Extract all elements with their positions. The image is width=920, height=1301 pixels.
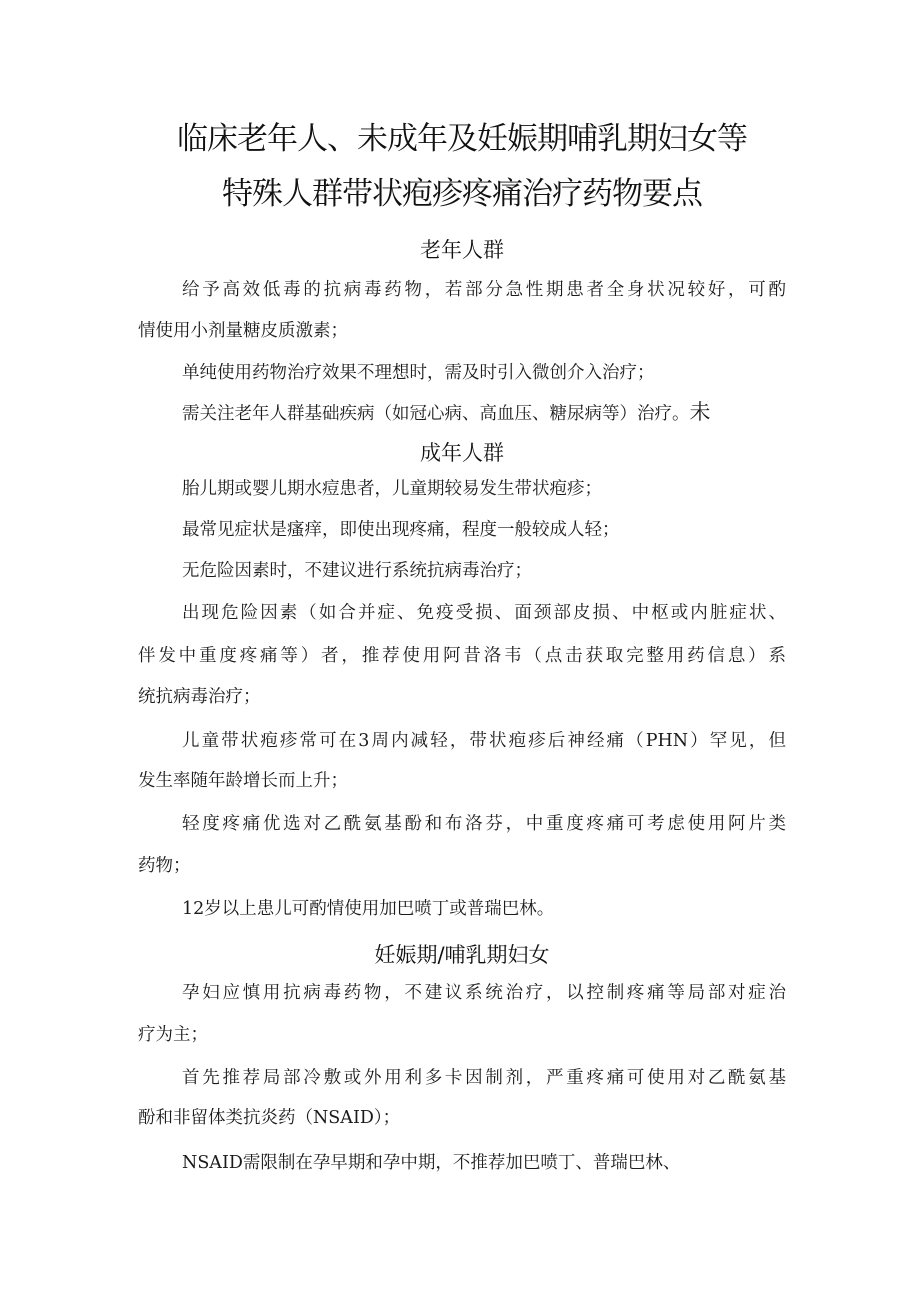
minors-para-4-line-1: 出现危险因素（如合并症、免疫受损、面颈部皮损、中枢或内脏症状、 xyxy=(182,603,786,623)
elderly-para-1-line-1: 给予高效低毒的抗病毒药物，若部分急性期患者全身状况较好，可酌 xyxy=(182,280,786,300)
elderly-para-3-tail: 未 xyxy=(689,400,711,424)
section-heading-elderly: 老年人群 xyxy=(420,238,504,262)
pregnancy-para-1-line-1: 孕妇应慎用抗病毒药物，不建议系统治疗，以控制疼痛等局部对症治 xyxy=(182,983,786,1003)
section-heading-pregnancy: 妊娠期/哺乳期妇女 xyxy=(374,943,550,967)
elderly-para-1-line-2: 情使用小剂量糖皮质激素； xyxy=(138,321,348,341)
pregnancy-para-3: NSAID需限制在孕早期和孕中期，不推荐加巴喷丁、普瑞巴林、 xyxy=(182,1153,681,1173)
section-heading-minors: 成年人群 xyxy=(420,441,504,465)
elderly-para-2: 单纯使用药物治疗效果不理想时，需及时引入微创介入治疗； xyxy=(182,363,655,383)
minors-para-2: 最常见症状是瘙痒，即使出现疼痛，程度一般较成人轻； xyxy=(182,520,620,540)
elderly-para-3-text: 需关注老年人群基础疾病（如冠心病、高血压、糖尿病等）治疗。 xyxy=(182,404,690,424)
minors-para-5-line-2: 发生率随年龄增长而上升； xyxy=(138,771,348,791)
pregnancy-para-1-line-2: 疗为主； xyxy=(138,1025,208,1045)
minors-para-4-line-3: 统抗病毒治疗； xyxy=(138,687,261,707)
minors-para-6-line-1: 轻度疼痛优选对乙酰氨基酚和布洛芬，中重度疼痛可考虑使用阿片类 xyxy=(182,814,786,834)
document-title-line-2: 特殊人群带状疱疹疼痛治疗药物要点 xyxy=(222,176,702,212)
minors-para-6-line-2: 药物； xyxy=(138,856,191,876)
elderly-para-3 xyxy=(138,402,786,424)
minors-para-3: 无危险因素时，不建议进行系统抗病毒治疗； xyxy=(182,561,532,581)
minors-para-1: 胎儿期或婴儿期水痘患者，儿童期较易发生带状疱疹； xyxy=(182,479,602,499)
document-title-line-1: 临床老年人、未成年及妊娠期哺乳期妇女等 xyxy=(177,121,747,157)
minors-para-4-line-2: 伴发中重度疼痛等）者，推荐使用阿昔洛韦（点击获取完整用药信息）系 xyxy=(138,646,786,666)
pregnancy-para-2-line-1: 首先推荐局部冷敷或外用利多卡因制剂，严重疼痛可使用对乙酰氨基 xyxy=(182,1068,786,1088)
minors-para-5-line-1: 儿童带状疱疹常可在3周内减轻，带状疱疹后神经痛（PHN）罕见，但 xyxy=(182,731,786,751)
pregnancy-para-2-line-2: 酚和非留体类抗炎药（NSAID）； xyxy=(138,1108,401,1128)
minors-para-7: 12岁以上患儿可酌情使用加巴喷丁或普瑞巴林。 xyxy=(182,899,555,919)
